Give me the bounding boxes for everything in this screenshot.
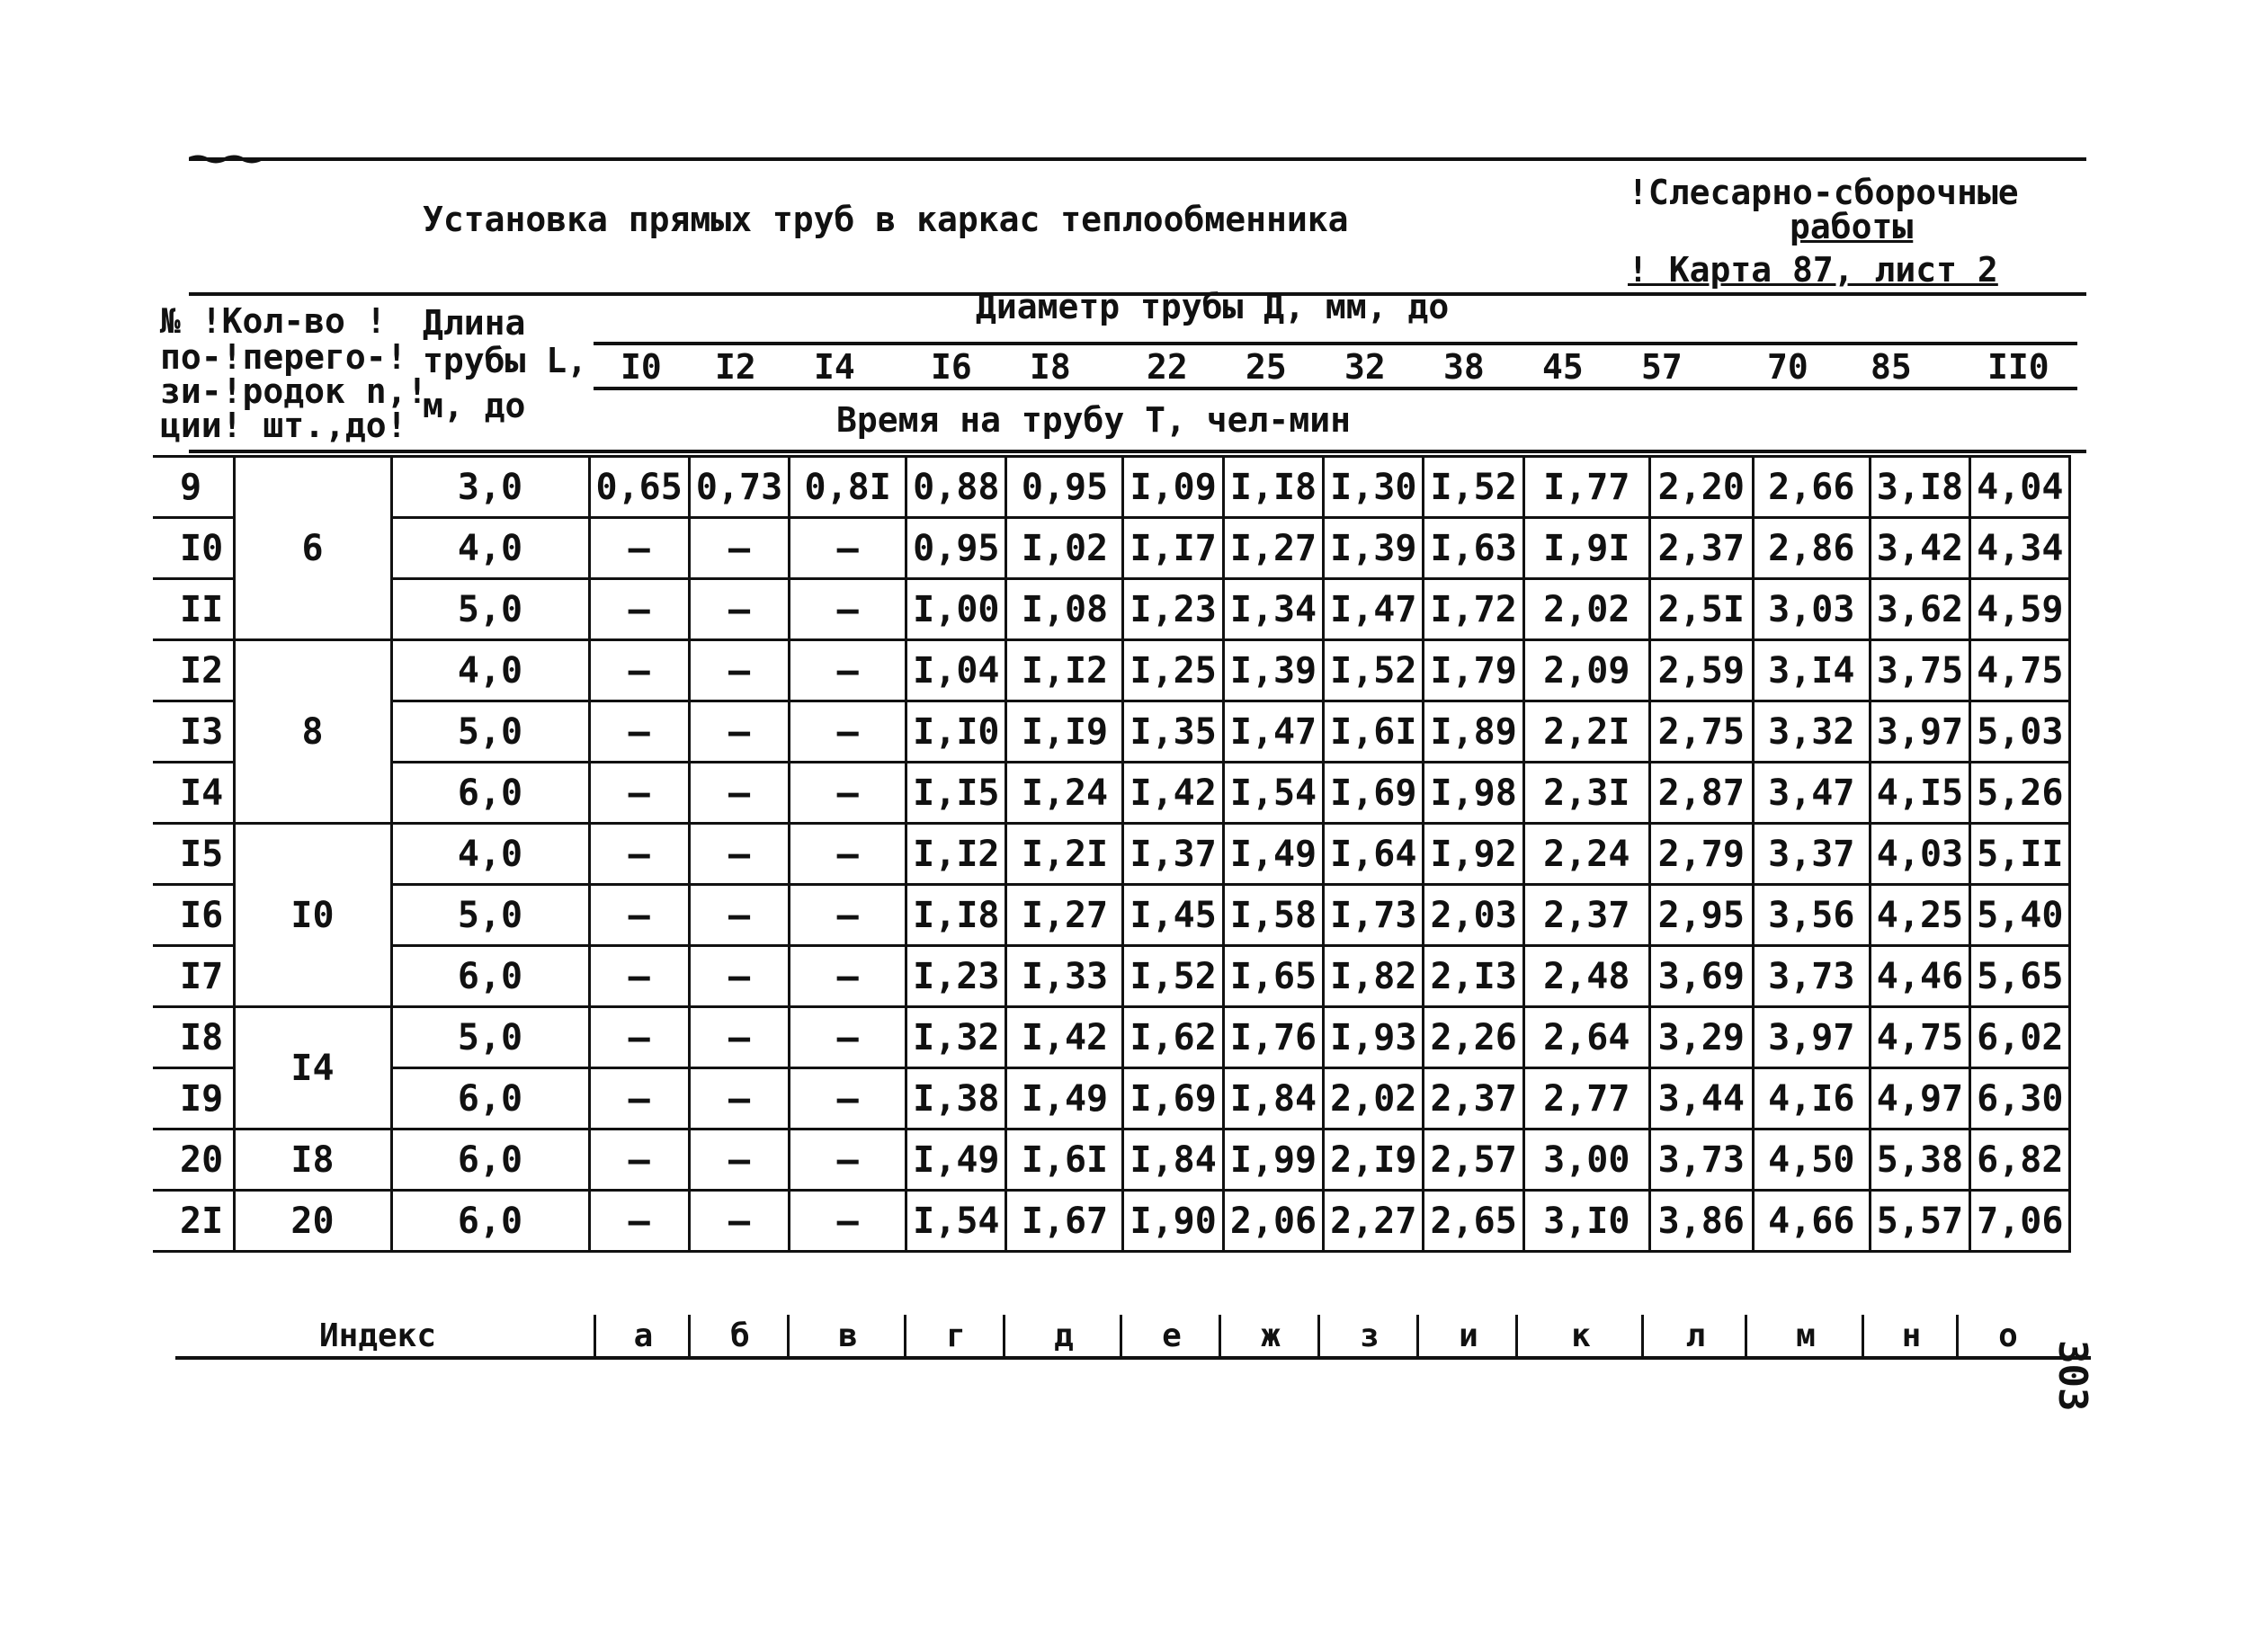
time-value-cell: 2,09: [1523, 640, 1649, 701]
table-row: [153, 1007, 2070, 1068]
partitions-cell: 20: [234, 1191, 391, 1252]
time-value-cell: –: [589, 1191, 689, 1252]
time-value-cell: –: [589, 1007, 689, 1068]
time-value-cell: I,69: [1324, 763, 1424, 824]
time-value-cell: I,84: [1223, 1068, 1323, 1129]
position-cell: 20: [153, 1129, 234, 1191]
time-value-cell: –: [790, 885, 906, 946]
partitions-cell: 8: [234, 640, 391, 824]
index-letter: м: [1745, 1315, 1864, 1358]
time-value-cell: I,54: [1223, 763, 1323, 824]
time-value-cell: 3,I8: [1870, 457, 1969, 518]
position-cell: I5: [153, 824, 234, 885]
time-value-cell: –: [589, 640, 689, 701]
time-value-cell: I,34: [1223, 579, 1323, 640]
time-value-cell: 7,06: [1970, 1191, 2070, 1252]
diameter-header-cell: I4: [814, 347, 855, 387]
time-value-cell: I,04: [906, 640, 1006, 701]
index-letter: ж: [1219, 1315, 1320, 1358]
time-value-cell: I,25: [1123, 640, 1223, 701]
length-cell: 5,0: [391, 885, 589, 946]
table-row: [153, 1068, 2070, 1129]
table-row: [153, 579, 2070, 640]
time-value-cell: 2,03: [1424, 885, 1523, 946]
position-cell: I0: [153, 518, 234, 579]
time-value-cell: 5,57: [1870, 1191, 1969, 1252]
time-value-cell: 2,20: [1649, 457, 1753, 518]
index-letter: г: [904, 1315, 1005, 1358]
time-value-cell: I,39: [1324, 518, 1424, 579]
time-value-cell: 4,I5: [1870, 763, 1969, 824]
time-value-cell: –: [689, 824, 789, 885]
time-value-cell: –: [589, 579, 689, 640]
time-value-cell: –: [689, 946, 789, 1007]
time-value-cell: I,76: [1223, 1007, 1323, 1068]
position-cell: I7: [153, 946, 234, 1007]
time-value-cell: –: [689, 1191, 789, 1252]
work-type-line1: !Слесарно-сборочные: [1628, 173, 2019, 212]
time-value-cell: I,2I: [1006, 824, 1123, 885]
time-value-cell: 2,26: [1424, 1007, 1523, 1068]
time-value-cell: 2,37: [1523, 885, 1649, 946]
time-value-cell: I,33: [1006, 946, 1123, 1007]
time-value-cell: 0,95: [1006, 457, 1123, 518]
position-cell: 2I: [153, 1191, 234, 1252]
time-value-cell: –: [689, 1068, 789, 1129]
time-value-cell: –: [589, 763, 689, 824]
time-value-cell: I,65: [1223, 946, 1323, 1007]
length-cell: 4,0: [391, 640, 589, 701]
position-cell: I9: [153, 1068, 234, 1129]
position-cell: II: [153, 579, 234, 640]
position-cell: I4: [153, 763, 234, 824]
time-value-cell: 3,75: [1870, 640, 1969, 701]
time-value-cell: I,23: [1123, 579, 1223, 640]
time-value-cell: –: [689, 1129, 789, 1191]
time-value-cell: I,6I: [1324, 701, 1424, 763]
time-value-cell: I,35: [1123, 701, 1223, 763]
time-value-cell: –: [689, 701, 789, 763]
time-value-cell: 3,56: [1753, 885, 1870, 946]
card-number: ! Карта 87, лист 2: [1628, 250, 1998, 290]
time-value-cell: I,42: [1006, 1007, 1123, 1068]
time-value-cell: 3,47: [1753, 763, 1870, 824]
time-value-cell: 4,66: [1753, 1191, 1870, 1252]
time-value-cell: 0,73: [689, 457, 789, 518]
time-value-cell: 2,27: [1324, 1191, 1424, 1252]
time-value-cell: –: [589, 1068, 689, 1129]
time-value-cell: I,37: [1123, 824, 1223, 885]
length-cell: 4,0: [391, 518, 589, 579]
time-value-cell: 2,75: [1649, 701, 1753, 763]
time-value-cell: 4,I6: [1753, 1068, 1870, 1129]
time-value-cell: 3,44: [1649, 1068, 1753, 1129]
time-value-cell: –: [790, 1007, 906, 1068]
table-row: [153, 518, 2070, 579]
time-value-cell: I,52: [1424, 457, 1523, 518]
time-value-cell: I,49: [1006, 1068, 1123, 1129]
time-value-cell: –: [790, 1191, 906, 1252]
length-cell: 5,0: [391, 1007, 589, 1068]
diameter-header-cell: I2: [715, 347, 756, 387]
position-cell: I6: [153, 885, 234, 946]
position-cell: 9: [153, 457, 234, 518]
time-value-cell: I,92: [1424, 824, 1523, 885]
data-table: [153, 455, 2071, 1253]
time-value-cell: I,73: [1324, 885, 1424, 946]
time-value-cell: –: [790, 640, 906, 701]
table-row: [153, 885, 2070, 946]
time-value-cell: 6,30: [1970, 1068, 2070, 1129]
time-value-cell: –: [790, 1129, 906, 1191]
length-cell: 6,0: [391, 1129, 589, 1191]
time-value-cell: 2,37: [1424, 1068, 1523, 1129]
time-value-cell: 2,79: [1649, 824, 1753, 885]
time-value-cell: 3,97: [1753, 1007, 1870, 1068]
time-value-cell: I,58: [1223, 885, 1323, 946]
time-value-cell: 4,75: [1870, 1007, 1969, 1068]
time-value-cell: –: [589, 701, 689, 763]
time-value-cell: 4,03: [1870, 824, 1969, 885]
table-row: [153, 457, 2070, 518]
time-value-cell: –: [689, 579, 789, 640]
length-cell: 6,0: [391, 1191, 589, 1252]
table-row: [153, 824, 2070, 885]
length-cell: 4,0: [391, 824, 589, 885]
time-value-cell: 2,02: [1523, 579, 1649, 640]
time-value-cell: I,27: [1006, 885, 1123, 946]
time-value-cell: 4,50: [1753, 1129, 1870, 1191]
diameter-header-cell: 45: [1542, 347, 1584, 387]
page-title: Установка прямых труб в каркас теплообменника: [423, 200, 1349, 239]
index-letter: л: [1641, 1315, 1747, 1358]
table-row: [153, 701, 2070, 763]
time-header: Время на трубу Т, чел-мин: [836, 400, 1351, 440]
time-value-cell: –: [790, 518, 906, 579]
time-value-cell: 2,87: [1649, 763, 1753, 824]
diameter-header-cell: II0: [1987, 347, 2049, 387]
index-letter: о: [1956, 1315, 2058, 1358]
time-value-cell: 3,I0: [1523, 1191, 1649, 1252]
time-value-cell: –: [689, 763, 789, 824]
partitions-cell: I0: [234, 824, 391, 1007]
time-value-cell: 2,64: [1523, 1007, 1649, 1068]
time-value-cell: 5,65: [1970, 946, 2070, 1007]
time-value-cell: I,38: [906, 1068, 1006, 1129]
time-value-cell: I,30: [1324, 457, 1424, 518]
time-value-cell: 4,46: [1870, 946, 1969, 1007]
time-value-cell: I,54: [906, 1191, 1006, 1252]
table-row: [153, 1129, 2070, 1191]
index-letter: к: [1515, 1315, 1644, 1358]
time-value-cell: 5,26: [1970, 763, 2070, 824]
time-value-cell: 3,62: [1870, 579, 1969, 640]
time-value-cell: I,39: [1223, 640, 1323, 701]
time-value-cell: –: [790, 1068, 906, 1129]
time-value-cell: 2,95: [1649, 885, 1753, 946]
time-value-cell: 3,32: [1753, 701, 1870, 763]
pos-header-line3: зи-!родок n,!: [160, 371, 428, 411]
time-value-cell: I,27: [1223, 518, 1323, 579]
time-value-cell: I,77: [1523, 457, 1649, 518]
time-value-cell: I,I0: [906, 701, 1006, 763]
time-value-cell: I,9I: [1523, 518, 1649, 579]
time-value-cell: I,08: [1006, 579, 1123, 640]
top-rule: [189, 155, 2086, 164]
time-value-cell: 2,3I: [1523, 763, 1649, 824]
time-value-cell: I,72: [1424, 579, 1523, 640]
time-value-cell: I,I8: [906, 885, 1006, 946]
position-cell: I8: [153, 1007, 234, 1068]
diameter-header: Диаметр трубы Д, мм, до: [976, 287, 1450, 326]
index-letter: и: [1416, 1315, 1518, 1358]
time-value-cell: I,I5: [906, 763, 1006, 824]
length-cell: 6,0: [391, 763, 589, 824]
time-value-cell: 2,I9: [1324, 1129, 1424, 1191]
table-row: [153, 640, 2070, 701]
length-cell: 3,0: [391, 457, 589, 518]
pos-header-line4: ции! шт.,до!: [160, 406, 407, 445]
time-value-cell: I,67: [1006, 1191, 1123, 1252]
time-value-cell: I,84: [1123, 1129, 1223, 1191]
diameter-header-cell: 57: [1641, 347, 1683, 387]
time-value-cell: I,I8: [1223, 457, 1323, 518]
diameter-header-cell: I6: [931, 347, 972, 387]
index-letter: д: [1003, 1315, 1122, 1358]
time-value-cell: 4,75: [1970, 640, 2070, 701]
time-value-cell: –: [790, 579, 906, 640]
time-value-cell: I,42: [1123, 763, 1223, 824]
time-value-cell: 3,00: [1523, 1129, 1649, 1191]
time-value-cell: I,I7: [1123, 518, 1223, 579]
time-value-cell: 2,48: [1523, 946, 1649, 1007]
time-value-cell: –: [790, 763, 906, 824]
time-value-cell: I,82: [1324, 946, 1424, 1007]
time-value-cell: I,79: [1424, 640, 1523, 701]
time-value-cell: 2,77: [1523, 1068, 1649, 1129]
index-letter: в: [787, 1315, 906, 1358]
time-value-cell: 2,57: [1424, 1129, 1523, 1191]
time-value-cell: –: [589, 885, 689, 946]
diameter-header-cell: 22: [1147, 347, 1188, 387]
diameter-list: [594, 342, 2077, 390]
time-value-cell: 3,73: [1649, 1129, 1753, 1191]
length-header-line1: Длина: [423, 303, 526, 343]
time-value-cell: 5,38: [1870, 1129, 1969, 1191]
time-value-cell: 5,40: [1970, 885, 2070, 946]
time-value-cell: 2,24: [1523, 824, 1649, 885]
time-value-cell: 5,II: [1970, 824, 2070, 885]
time-value-cell: –: [589, 946, 689, 1007]
time-value-cell: 5,03: [1970, 701, 2070, 763]
time-value-cell: 3,37: [1753, 824, 1870, 885]
index-letter: з: [1317, 1315, 1419, 1358]
time-value-cell: I,69: [1123, 1068, 1223, 1129]
time-value-cell: 2,02: [1324, 1068, 1424, 1129]
table-row: [153, 946, 2070, 1007]
time-value-cell: 0,88: [906, 457, 1006, 518]
time-value-cell: 2,I3: [1424, 946, 1523, 1007]
time-value-cell: 2,65: [1424, 1191, 1523, 1252]
time-value-cell: –: [589, 518, 689, 579]
time-value-cell: I,47: [1324, 579, 1424, 640]
page-number: 303: [2049, 1340, 2095, 1412]
work-type-line2: работы: [1790, 207, 1914, 246]
time-value-cell: I,I9: [1006, 701, 1123, 763]
time-value-cell: –: [790, 824, 906, 885]
index-letter: а: [594, 1315, 691, 1358]
partitions-cell: I8: [234, 1129, 391, 1191]
partitions-cell: 6: [234, 457, 391, 640]
time-value-cell: 4,25: [1870, 885, 1969, 946]
time-value-cell: 3,I4: [1753, 640, 1870, 701]
time-value-cell: I,47: [1223, 701, 1323, 763]
pos-header-line2: по-!перего-!: [160, 337, 407, 377]
time-value-cell: I,52: [1123, 946, 1223, 1007]
time-value-cell: 6,02: [1970, 1007, 2070, 1068]
diameter-header-cell: I0: [621, 347, 662, 387]
diameter-header-cell: 38: [1443, 347, 1485, 387]
pos-header-line1: № !Кол-во !: [160, 301, 387, 341]
index-letter: е: [1120, 1315, 1221, 1358]
time-value-cell: I,49: [1223, 824, 1323, 885]
time-value-cell: 3,29: [1649, 1007, 1753, 1068]
time-value-cell: 4,59: [1970, 579, 2070, 640]
time-value-cell: I,I2: [906, 824, 1006, 885]
time-value-cell: I,49: [906, 1129, 1006, 1191]
time-value-cell: –: [790, 701, 906, 763]
time-value-cell: 3,42: [1870, 518, 1969, 579]
length-cell: 5,0: [391, 701, 589, 763]
time-value-cell: 0,65: [589, 457, 689, 518]
length-cell: 5,0: [391, 579, 589, 640]
time-value-cell: 2,66: [1753, 457, 1870, 518]
length-cell: 6,0: [391, 1068, 589, 1129]
diameter-header-cell: 32: [1344, 347, 1386, 387]
length-header-line2: трубы L,: [423, 341, 588, 380]
time-value-cell: –: [589, 824, 689, 885]
time-value-cell: I,89: [1424, 701, 1523, 763]
time-value-cell: 3,69: [1649, 946, 1753, 1007]
diameter-header-cell: 70: [1767, 347, 1808, 387]
length-cell: 6,0: [391, 946, 589, 1007]
time-value-cell: 2,37: [1649, 518, 1753, 579]
diameter-header-cell: I8: [1030, 347, 1071, 387]
time-value-cell: 4,97: [1870, 1068, 1969, 1129]
position-cell: I2: [153, 640, 234, 701]
time-value-cell: I,63: [1424, 518, 1523, 579]
time-value-cell: 4,34: [1970, 518, 2070, 579]
time-value-cell: 2,59: [1649, 640, 1753, 701]
time-value-cell: I,93: [1324, 1007, 1424, 1068]
time-value-cell: I,98: [1424, 763, 1523, 824]
diameter-header-cell: 25: [1246, 347, 1287, 387]
time-value-cell: 0,95: [906, 518, 1006, 579]
time-value-cell: –: [589, 1129, 689, 1191]
time-value-cell: 2,5I: [1649, 579, 1753, 640]
time-value-cell: 3,97: [1870, 701, 1969, 763]
time-value-cell: I,I2: [1006, 640, 1123, 701]
time-value-cell: –: [790, 946, 906, 1007]
time-value-cell: I,02: [1006, 518, 1123, 579]
time-value-cell: –: [689, 518, 789, 579]
time-value-cell: 3,86: [1649, 1191, 1753, 1252]
time-value-cell: I,24: [1006, 763, 1123, 824]
time-value-cell: I,23: [906, 946, 1006, 1007]
time-value-cell: I,09: [1123, 457, 1223, 518]
time-value-cell: I,99: [1223, 1129, 1323, 1191]
time-value-cell: 6,82: [1970, 1129, 2070, 1191]
time-value-cell: I,6I: [1006, 1129, 1123, 1191]
time-value-cell: 4,04: [1970, 457, 2070, 518]
time-value-cell: I,64: [1324, 824, 1424, 885]
diameter-header-cell: 85: [1871, 347, 1912, 387]
index-label: Индекс: [318, 1317, 437, 1354]
time-value-cell: 2,86: [1753, 518, 1870, 579]
time-value-cell: I,52: [1324, 640, 1424, 701]
time-value-cell: –: [689, 640, 789, 701]
time-value-cell: 2,06: [1223, 1191, 1323, 1252]
time-value-cell: I,62: [1123, 1007, 1223, 1068]
time-value-cell: I,90: [1123, 1191, 1223, 1252]
time-value-cell: 3,03: [1753, 579, 1870, 640]
partitions-cell: I4: [234, 1007, 391, 1129]
time-value-cell: 2,2I: [1523, 701, 1649, 763]
position-cell: I3: [153, 701, 234, 763]
index-letter: б: [688, 1315, 790, 1358]
time-value-cell: 3,73: [1753, 946, 1870, 1007]
time-value-cell: I,32: [906, 1007, 1006, 1068]
time-value-cell: –: [689, 1007, 789, 1068]
time-value-cell: –: [689, 885, 789, 946]
index-letter: н: [1862, 1315, 1959, 1358]
time-value-cell: I,00: [906, 579, 1006, 640]
length-header-line3: м, до: [423, 386, 526, 425]
table-row: [153, 763, 2070, 824]
time-value-cell: I,45: [1123, 885, 1223, 946]
time-value-cell: 0,8I: [790, 457, 906, 518]
table-row: [153, 1191, 2070, 1252]
